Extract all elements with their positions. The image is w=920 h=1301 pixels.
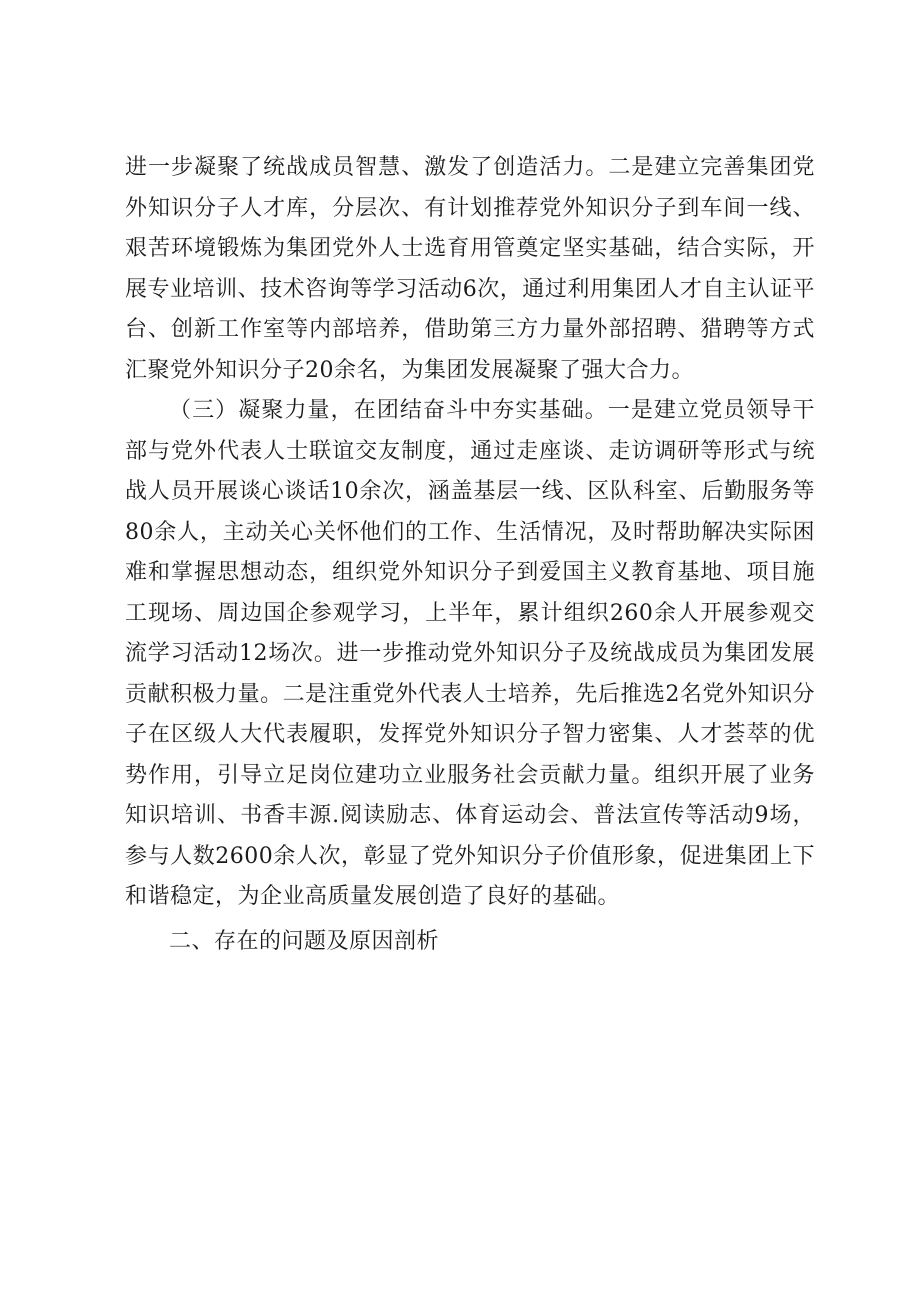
paragraph-continuation: 进一步凝聚了统战成员智慧、激发了创造活力。二是建立完善集团党外知识分子人才库，分层次、有计划推荐党外知识分子到车间一线、艰苦环境锻炼为集团党外人士选育用管奠定坚实基础，结合实际，开展专业培训、技术咨询等学习活动6次，通过利用集团人才自主认证平台、创新工作室等内部培养，借助第三方力量外部招聘、猎聘等方式汇聚党外知识分子20余名，为集团发展凝聚了强大合力。 — [125, 155, 815, 383]
section-heading: 二、存在的问题及原因剖析 — [169, 928, 440, 954]
document-body — [125, 148, 815, 962]
paragraph-section-three: （三）凝聚力量，在团结奋斗中夯实基础。一是建立党员领导干部与党外代表人士联谊交友制度，通过走座谈、走访调研等形式与统战人员开展谈心谈话10余次，涵盖基层一线、区队科室、后勤服务等80余人，主动关心关怀他们的工作、生活情况，及时帮助解决实际困难和掌握思想动态，组织党外知识分子到爱国主义教育基地、项目施工现场、周边国企参观学习，上半年，累计组织260余人开展参观交流学习活动12场次。进一步推动党外知识分子及统战成员为集团发展贡献积极力量。二是注重党外代表人士培养，先后推选2名党外知识分子在区级人大代表履职，发挥党外知识分子智力密集、人才荟萃的优势作用，引导立足岗位建功立业服务社会贡献力量。组织开展了业务知识培训、书香丰源.阅读励志、体育运动会、普法宣传等活动9场，参与人数2600余人次，彰显了党外知识分子价值形象，促进集团上下和谐稳定，为企业高质量发展创造了良好的基础。 — [125, 398, 815, 909]
